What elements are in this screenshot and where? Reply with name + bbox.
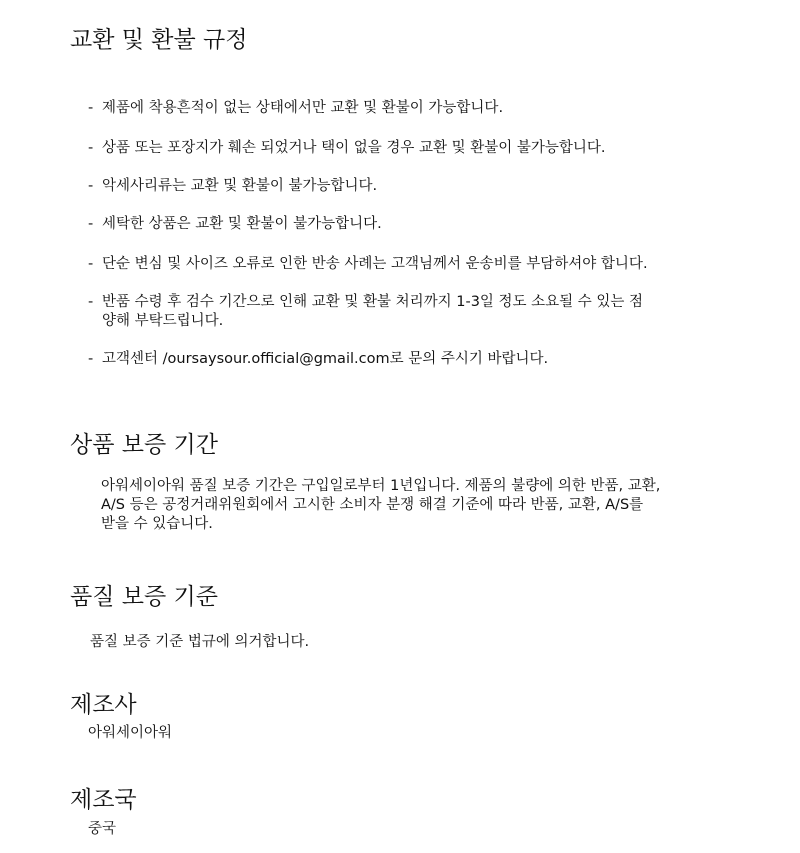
policy-rule: - 악세사리류는 교환 및 환불이 불가능합니다. <box>88 178 378 194</box>
policy-rule: - 제품에 착용흔적이 없는 상태에서만 교환 및 환불이 가능합니다. <box>88 100 504 116</box>
policy-rule: - 상품 또는 포장지가 훼손 되었거나 택이 없을 경우 교환 및 환불이 불가능합니다. <box>88 140 606 156</box>
policy-rule-text: 상품 또는 포장지가 훼손 되었거나 택이 없을 경우 교환 및 환불이 불가능합니다. <box>102 140 606 156</box>
policy-rule-continuation: 양해 부탁드립니다. <box>102 313 224 329</box>
policy-rule-text: 고객센터 /oursaysour.official@gmail.com로 문의 주시기 바랍니다. <box>102 351 549 367</box>
policy-rule-text: 단순 변심 및 사이즈 오류로 인한 반송 사례는 고객님께서 운송비를 부담하셔야 합니다. <box>102 256 648 272</box>
policy-rule-text: 제품에 착용흔적이 없는 상태에서만 교환 및 환불이 가능합니다. <box>102 100 504 116</box>
warranty-period-heading: 상품 보증 기간 <box>70 432 218 458</box>
policy-rule: - 세탁한 상품은 교환 및 환불이 불가능합니다. <box>88 216 382 232</box>
quality-standard-text: 품질 보증 기준 법규에 의거합니다. <box>90 634 310 650</box>
country-of-origin-text: 중국 <box>88 821 117 837</box>
manufacturer-text: 아워세이아워 <box>88 725 173 741</box>
policy-rule: - 반품 수령 후 검수 기간으로 인해 교환 및 환불 처리까지 1-3일 정도 소요될 수 있는 점 양해 부탁드립니다. <box>88 293 728 331</box>
exchange-policy-heading: 교환 및 환불 규정 <box>70 27 248 53</box>
quality-standard-heading: 품질 보증 기준 <box>70 584 218 610</box>
policy-rule-text: 반품 수령 후 검수 기간으로 인해 교환 및 환불 처리까지 1-3일 정도 소요될 수 있는 점 <box>102 294 644 310</box>
country-of-origin-heading: 제조국 <box>70 787 137 813</box>
policy-rule: - 고객센터 /oursaysour.official@gmail.com로 문의 주시기 바랍니다. <box>88 351 549 367</box>
policy-rule: - 단순 변심 및 사이즈 오류로 인한 반송 사례는 고객님께서 운송비를 부담하셔야 합니다. <box>88 256 648 272</box>
warranty-period-text: 아워세이아워 품질 보증 기간은 구입일로부터 1년입니다. 제품의 불량에 의한 반품, 교환, A/S 등은 공정거래위원회에서 고시한 소비자 분쟁 해결 기준에 따라 반품, 교환, A/S를 받을 수 있습니다. <box>101 478 661 532</box>
policy-rule-text: 악세사리류는 교환 및 환불이 불가능합니다. <box>102 178 378 194</box>
policy-rule-text: 세탁한 상품은 교환 및 환불이 불가능합니다. <box>102 216 382 232</box>
manufacturer-heading: 제조사 <box>70 692 137 718</box>
